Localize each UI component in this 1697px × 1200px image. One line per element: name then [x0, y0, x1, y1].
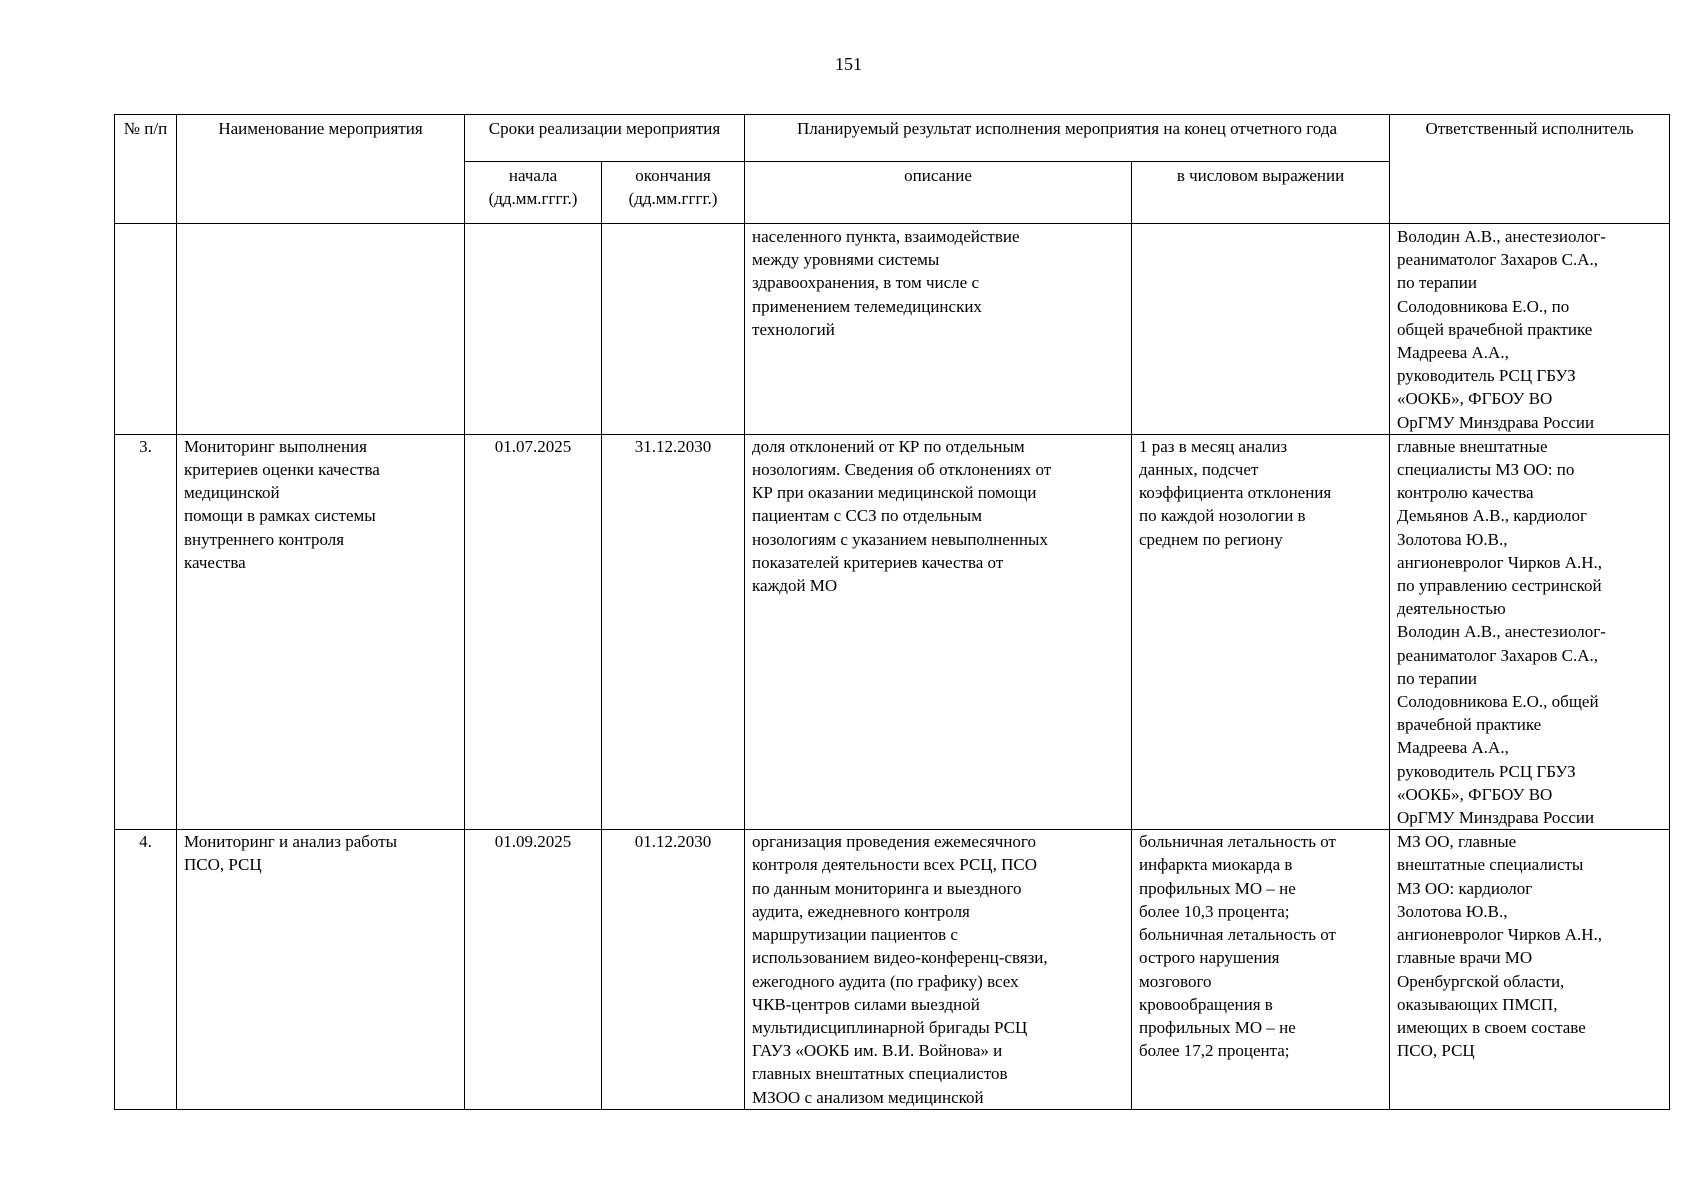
- header-description: описание: [745, 162, 1132, 224]
- header-num: № п/п: [115, 115, 177, 224]
- row-description: доля отклонений от КР по отдельным нозологиям. Сведения об отклонениях от КР при оказании медицинской помощи пациентам с ССЗ по отдельным нозологиям с указанием невыполненных показателей критериев качества от каждой МО: [745, 434, 1132, 829]
- row-name: Мониторинг и анализ работы ПСО, РСЦ: [177, 830, 465, 1109]
- row-name: [177, 224, 465, 435]
- row-numeric: [1132, 224, 1390, 435]
- row-numeric: 1 раз в месяц анализ данных, подсчет коэффициента отклонения по каждой нозологии в среднем по региону: [1132, 434, 1390, 829]
- row-name: Мониторинг выполнения критериев оценки качества медицинской помощи в рамках системы внутреннего контроля качества: [177, 434, 465, 829]
- row-end-date: 01.12.2030: [602, 830, 745, 1109]
- row-description: организация проведения ежемесячного контроля деятельности всех РСЦ, ПСО по данным мониторинга и выездного аудита, ежедневного контроля маршрутизации пациентов с использованием видео-конференц-связи, ежегодного аудита (по графику) всех ЧКВ-центров силами выездной мультидисциплинарной бригады РСЦ ГАУЗ «ООКБ им. В.И. Войнова» и главных внештатных специалистов МЗОО с анализом медицинской: [745, 830, 1132, 1109]
- table-header: [115, 115, 1670, 224]
- row-end-date: [602, 224, 745, 435]
- row-num: 3.: [115, 434, 177, 829]
- row-responsible: главные внештатные специалисты МЗ ОО: по контролю качества Демьянов А.В., кардиолог Золотова Ю.В., ангионевролог Чирков А.Н., по управлению сестринской деятельностью Володин А.В., анестезиолог- реаниматолог Захаров С.А., по терапии Солодовникова Е.О., общей врачебной практике Мадреева А.А., руководитель РСЦ ГБУЗ «ООКБ», ФГБОУ ВО ОрГМУ Минздрава России: [1390, 434, 1670, 829]
- header-responsible: Ответственный исполнитель: [1390, 115, 1670, 224]
- row-end-date: 31.12.2030: [602, 434, 745, 829]
- page-number: 151: [835, 54, 862, 74]
- row-start-date: [465, 224, 602, 435]
- header-end: окончания (дд.мм.гггг.): [602, 162, 745, 224]
- row-description: населенного пункта, взаимодействие между уровнями системы здравоохранения, в том числе с применением телемедицинских технологий: [745, 224, 1132, 435]
- row-num: [115, 224, 177, 435]
- row-start-date: 01.09.2025: [465, 830, 602, 1109]
- table-row: [115, 224, 1670, 435]
- header-dates: Сроки реализации мероприятия: [465, 115, 745, 162]
- plan-table: [114, 114, 1670, 1110]
- header-name: Наименование мероприятия: [177, 115, 465, 224]
- row-numeric: больничная летальность от инфаркта миокарда в профильных МО – не более 10,3 процента; больничная летальность от острого нарушения мозгового кровообращения в профильных МО – не более 17,2 процента;: [1132, 830, 1390, 1109]
- table-body: [115, 224, 1670, 1110]
- header-result: Планируемый результат исполнения мероприятия на конец отчетного года: [745, 115, 1390, 162]
- row-responsible: Володин А.В., анестезиолог- реаниматолог Захаров С.А., по терапии Солодовникова Е.О., по общей врачебной практике Мадреева А.А., руководитель РСЦ ГБУЗ «ООКБ», ФГБОУ ВО ОрГМУ Минздрава России: [1390, 224, 1670, 435]
- header-row-1: [115, 115, 1670, 162]
- row-num: 4.: [115, 830, 177, 1109]
- table-row: [115, 830, 1670, 1109]
- header-start: начала (дд.мм.гггг.): [465, 162, 602, 224]
- table-row: [115, 434, 1670, 829]
- header-numeric: в числовом выражении: [1132, 162, 1390, 224]
- row-start-date: 01.07.2025: [465, 434, 602, 829]
- row-responsible: МЗ ОО, главные внештатные специалисты МЗ ОО: кардиолог Золотова Ю.В., ангионевролог Чирков А.Н., главные врачи МО Оренбургской области, оказывающих ПМСП, имеющих в своем составе ПСО, РСЦ: [1390, 830, 1670, 1109]
